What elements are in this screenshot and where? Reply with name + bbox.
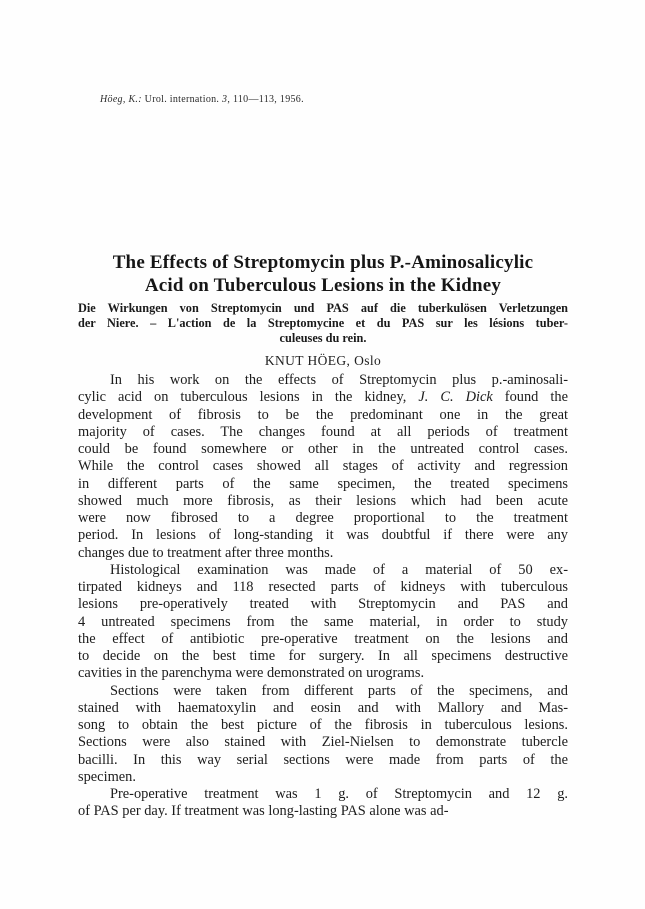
body-line: could be found somewhere or other in the untreated control cases. bbox=[78, 441, 568, 457]
body-line: stained with haematoxylin and eosin and with Mallory and Mas- bbox=[78, 699, 568, 716]
running-head-citation: Höeg, K.: Urol. internation. 3, 110—113, 1956. bbox=[100, 94, 304, 105]
body-line: Histological examination was made of a material of 50 ex- bbox=[110, 561, 568, 578]
article-title bbox=[78, 252, 568, 297]
body-line: the effect of antibiotic pre-operative treatment on the lesions and bbox=[78, 630, 568, 647]
body-line: bacilli. In this way serial sections were made from parts of the bbox=[78, 751, 568, 768]
body-line: specimen. bbox=[78, 768, 136, 785]
body-line: cylic acid on tuberculous lesions in the kidney, J. C. Dick found the bbox=[78, 389, 568, 406]
subtitle-line: Die Wirkungen von Streptomycin und PAS auf die tuberkulösen Verletzungen bbox=[78, 301, 568, 315]
body-line: in different parts of the same specimen, the treated specimens bbox=[78, 475, 568, 492]
body-line: showed much more fibrosis, as their lesions which had been acute bbox=[78, 492, 568, 509]
article-title-line2: Acid on Tuberculous Lesions in the Kidney bbox=[144, 274, 502, 296]
title-block bbox=[78, 252, 568, 369]
article-title-line1: The Effects of Streptomycin plus P.-Aminosalicylic bbox=[112, 252, 534, 273]
body-line: Sections were also stained with Ziel-Nielsen to demonstrate tubercle bbox=[78, 734, 568, 751]
body-line: 4 untreated specimens from the same material, in order to study bbox=[78, 613, 568, 630]
body-line: tirpated kidneys and 118 resected parts of kidneys with tuberculous bbox=[78, 579, 568, 595]
article-subtitle-translations bbox=[78, 301, 568, 346]
body-line: changes due to treatment after three months. bbox=[78, 544, 334, 561]
body-line: cavities in the parenchyma were demonstrated on urograms. bbox=[78, 665, 425, 682]
body-line: to decide on the best time for surgery. In all specimens destructive bbox=[78, 648, 568, 664]
body-line: development of fibrosis to be the predominant one in the great bbox=[78, 406, 568, 423]
body-line: majority of cases. The changes found at all periods of treatment bbox=[78, 423, 568, 440]
body-line: song to obtain the best picture of the fibrosis in tuberculous lesions. bbox=[78, 717, 568, 733]
subtitle-line: der Niere. – L'action de la Streptomycine et du PAS sur les lésions tuber- bbox=[78, 316, 568, 330]
body-line: Pre-operative treatment was 1 g. of Streptomycin and 12 g. bbox=[110, 786, 568, 802]
body-line: While the control cases showed all stages of activity and regression bbox=[78, 458, 568, 475]
author-line: KNUT HÖEG, Oslo bbox=[264, 353, 382, 368]
body-line: period. In lesions of long-standing it was doubtful if there were any bbox=[78, 527, 568, 544]
body-line: of PAS per day. If treatment was long-lasting PAS alone was ad- bbox=[78, 803, 449, 820]
body-line: In his work on the effects of Streptomycin plus p.-aminosali- bbox=[110, 372, 568, 388]
body-line: were now fibrosed to a degree proportional to the treatment bbox=[78, 510, 568, 526]
body-line: Sections were taken from different parts of the specimens, and bbox=[110, 682, 568, 699]
article-body bbox=[78, 372, 568, 821]
subtitle-line: culeuses du rein. bbox=[279, 331, 367, 345]
body-line: lesions pre-operatively treated with Streptomycin and PAS and bbox=[78, 596, 568, 613]
